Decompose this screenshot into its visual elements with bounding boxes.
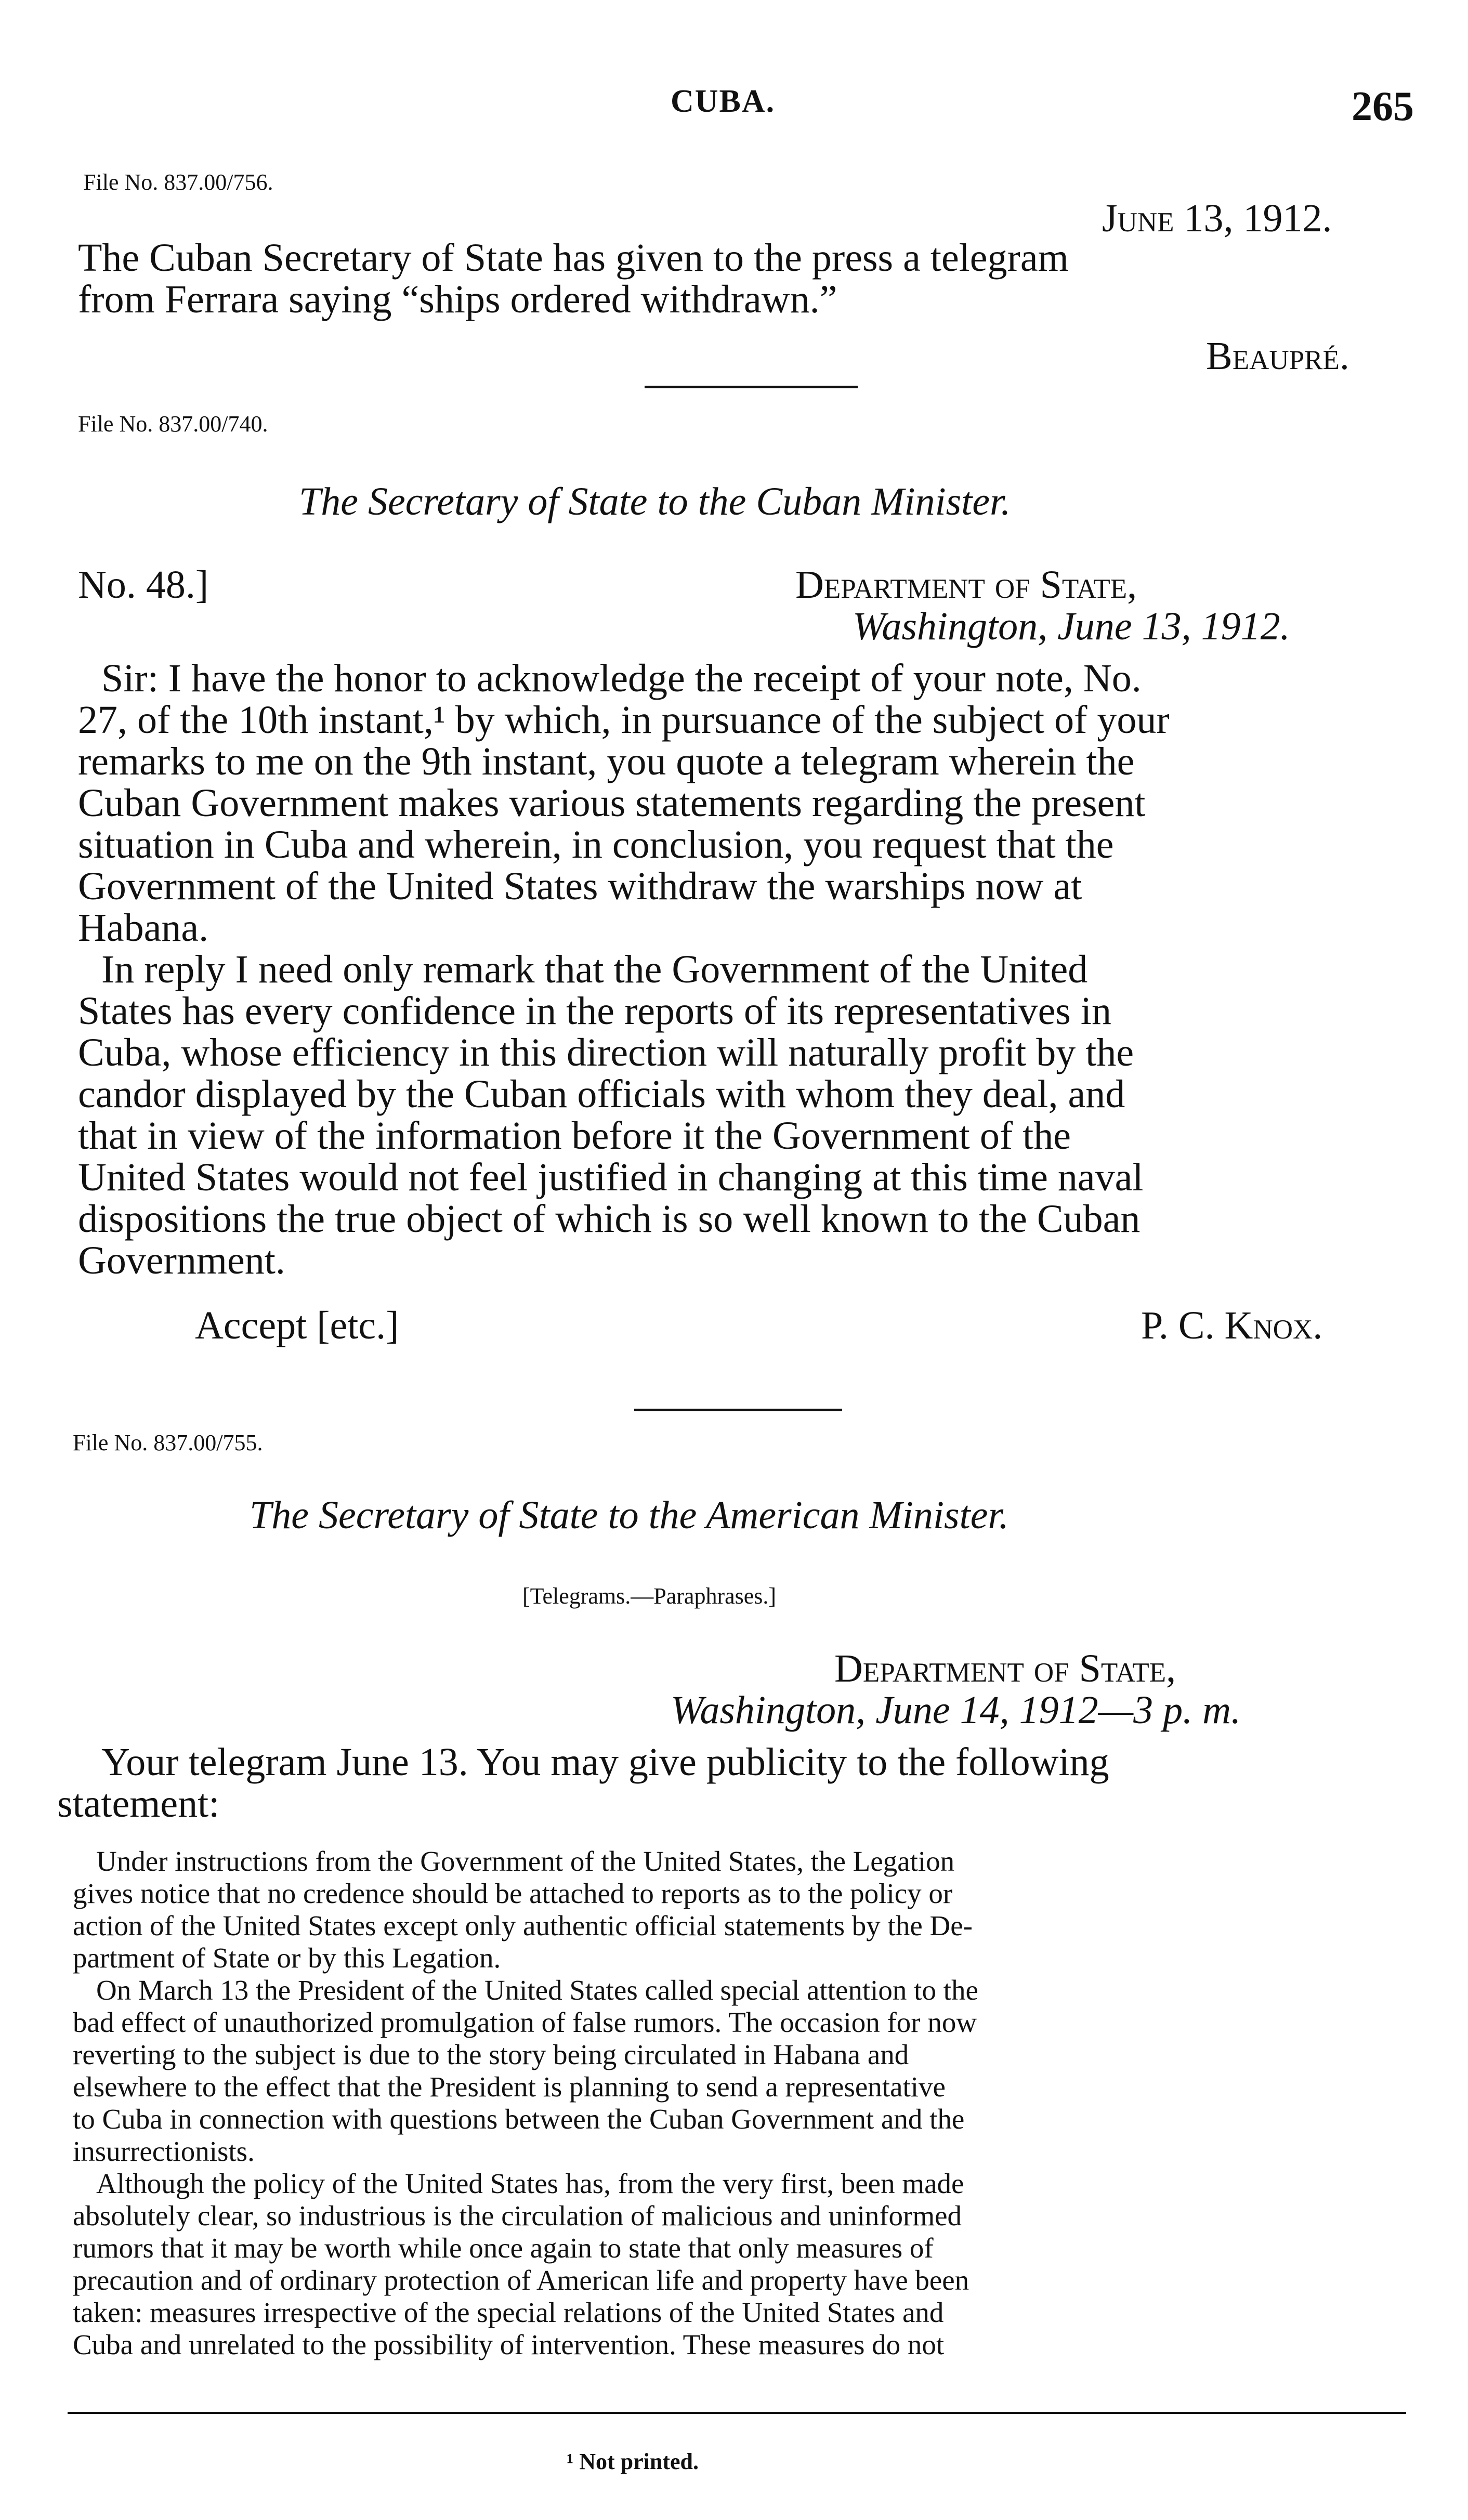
paragraph-line: Your telegram June 13. You may give publicity to the following (101, 1740, 1109, 1784)
department-heading: Department of State, (834, 1647, 1176, 1690)
paragraph-line: bad effect of unauthorized promulgation of false rumors. The occasion for now (73, 2006, 977, 2038)
signature: P. C. Knox. (1141, 1304, 1323, 1347)
paragraph-line: reverting to the subject is due to the story being circulated in Habana and (73, 2039, 909, 2070)
paragraph-line: elsewhere to the effect that the President is planning to send a representative (73, 2071, 946, 2103)
paragraph-line: action of the United States except only authentic official statements by the De- (73, 1910, 973, 1941)
document-title: The Secretary of State to the Cuban Minister. (299, 480, 1011, 523)
signature: Beaupré. (1206, 334, 1349, 378)
closing-phrase: Accept [etc.] (195, 1304, 399, 1347)
paragraph-line: remarks to me on the 9th instant, you quote a telegram wherein the (78, 740, 1135, 783)
footnote: ¹ Not printed. (567, 2449, 699, 2474)
footnote-divider (68, 2412, 1406, 2414)
paragraph (78, 658, 1170, 1281)
department-heading: Department of State, (795, 563, 1137, 607)
document-number: No. 48.] (78, 563, 209, 607)
paragraph-line: United States would not feel justified in changing at this time naval (78, 1156, 1144, 1199)
paragraph-line: Habana. (78, 906, 209, 950)
section-divider (634, 1409, 842, 1411)
paragraph-line: On March 13 the President of the United States called special attention to the (96, 1974, 978, 2006)
intro-paragraph (57, 1741, 1109, 1825)
paragraph-line: to Cuba in connection with questions between the Cuban Government and the (73, 2103, 965, 2135)
paragraph-line: 27, of the 10th instant,¹ by which, in pursuance of the subject of your (78, 698, 1170, 742)
document-title: The Secretary of State to the American Minister. (250, 1493, 1009, 1537)
place-and-date: Washington, June 14, 1912—3 p. m. (671, 1688, 1241, 1732)
paragraph-line: Sir: I have the honor to acknowledge the receipt of your note, No. (101, 657, 1142, 700)
quoted-statement (73, 1845, 978, 2361)
paragraph-line: Cuba, whose efficiency in this direction will naturally profit by the (78, 1031, 1134, 1074)
paragraph-line: In reply I need only remark that the Government of the United (101, 948, 1088, 991)
document-subtitle: [Telegrams.—Paraphrases.] (522, 1583, 777, 1609)
place-and-date: Washington, June 13, 1912. (853, 605, 1290, 648)
paragraph-line: partment of State or by this Legation. (73, 1942, 501, 1974)
dateline: June 13, 1912. (1102, 196, 1332, 240)
paragraph-line: statement: (57, 1782, 220, 1826)
paragraph-line: Cuban Government makes various statements regarding the present (78, 781, 1146, 825)
paragraph-line: precaution and of ordinary protection of American life and property have been (73, 2264, 969, 2296)
paragraph-line: Although the policy of the United States has, from the very first, been made (96, 2168, 964, 2199)
paragraph-line: Government. (78, 1239, 285, 1282)
paragraph-line: The Cuban Secretary of State has given to the press a telegram (78, 236, 1069, 280)
paragraph-line: situation in Cuba and wherein, in conclusion, you request that the (78, 823, 1114, 867)
paragraph-line: taken: measures irrespective of the special relations of the United States and (73, 2296, 944, 2328)
paragraph-line: insurrectionists. (73, 2135, 255, 2167)
paragraph-line: absolutely clear, so industrious is the circulation of malicious and uninformed (73, 2200, 962, 2232)
paragraph-line: rumors that it may be worth while once again to state that only measures of (73, 2232, 934, 2264)
paragraph-line: Cuba and unrelated to the possibility of intervention. These measures do not (73, 2329, 945, 2360)
file-number: File No. 837.00/740. (78, 411, 268, 437)
paragraph-line: gives notice that no credence should be attached to reports as to the policy or (73, 1878, 953, 1909)
paragraph-line: that in view of the information before it the Government of the (78, 1114, 1071, 1158)
section-divider (645, 386, 858, 388)
paragraph-line: from Ferrara saying “ships ordered withdrawn.” (78, 278, 837, 321)
file-number: File No. 837.00/756. (83, 169, 273, 195)
page-number: 265 (1352, 84, 1414, 129)
paragraph-line: States has every confidence in the reports of its representatives in (78, 989, 1111, 1033)
running-header: CUBA. (671, 84, 776, 119)
paragraph-line: Government of the United States withdraw the warships now at (78, 864, 1082, 908)
paragraph-line: candor displayed by the Cuban officials with whom they deal, and (78, 1072, 1125, 1116)
paragraph-line: dispositions the true object of which is so well known to the Cuban (78, 1197, 1141, 1241)
file-number: File No. 837.00/755. (73, 1430, 263, 1455)
paragraph-line: Under instructions from the Government of the United States, the Legation (96, 1845, 955, 1877)
